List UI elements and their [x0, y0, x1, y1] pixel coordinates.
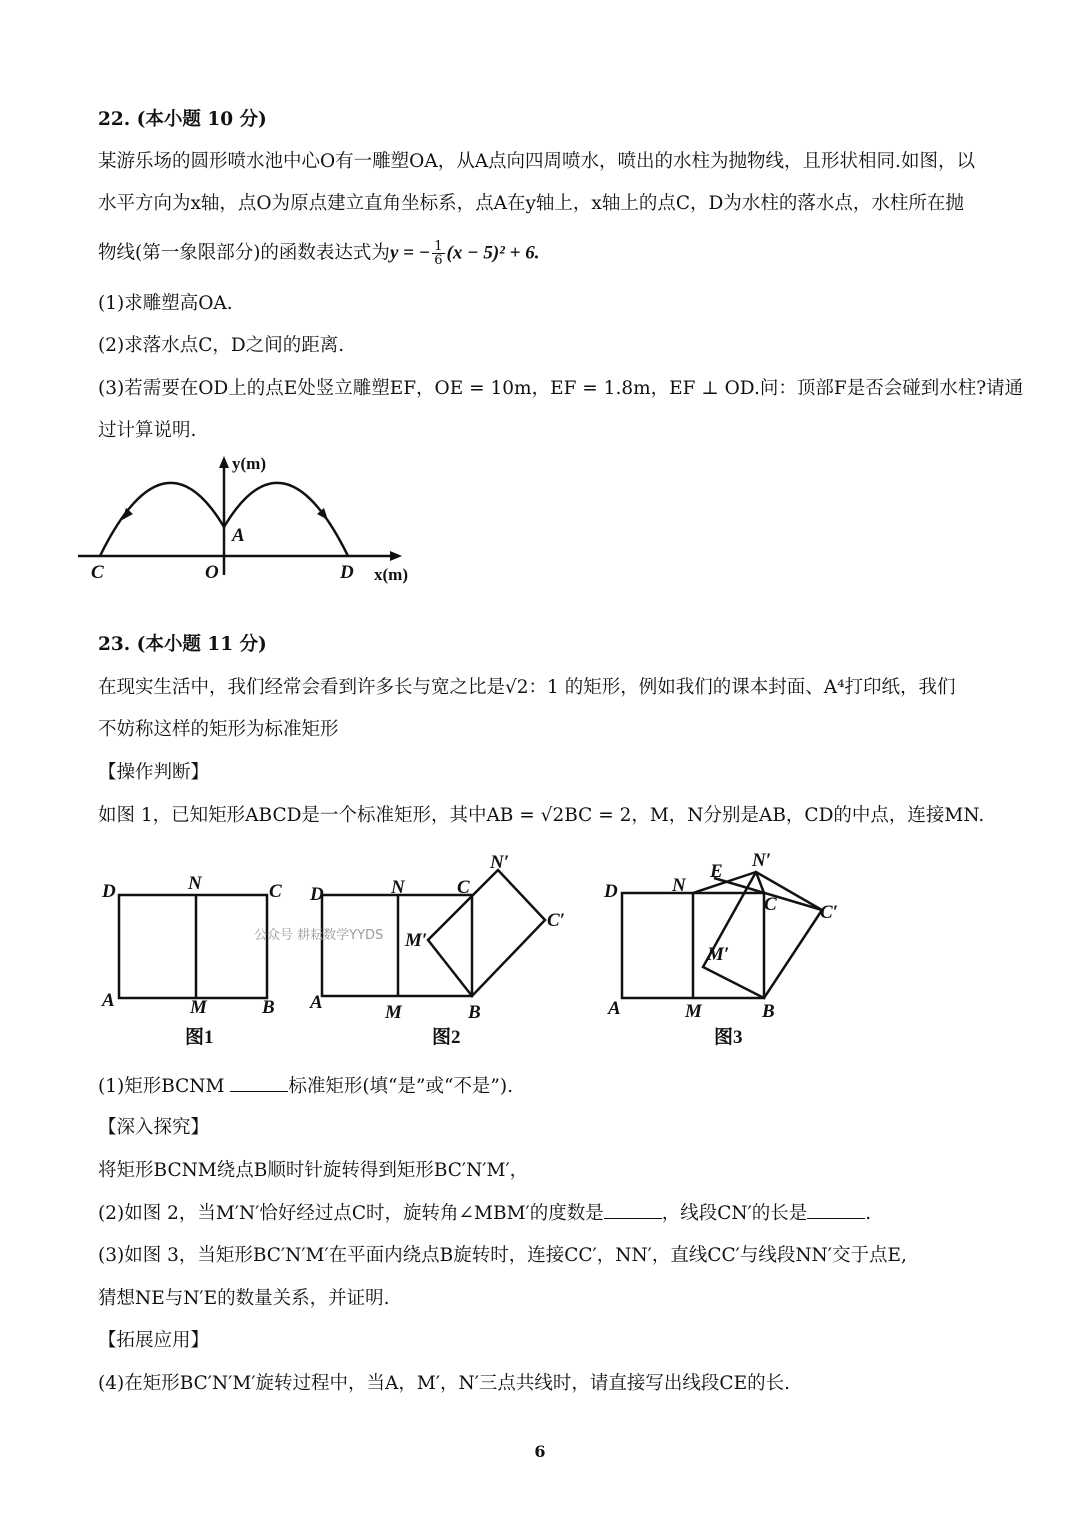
fig1-label-N: N [188, 873, 202, 894]
q23-part3-line2: 猜想NE与N′E的数量关系，并证明. [98, 1288, 390, 1309]
q23-part2 [98, 1200, 871, 1227]
fig1-rectangle-ABCD [119, 895, 267, 998]
x-axis-label: x(m) [374, 565, 408, 584]
fig1-label-B: B [262, 997, 275, 1018]
q23-intro-line2: 不妨称这样的矩形为标准矩形 [98, 719, 339, 740]
q22-fountain-figure [70, 448, 420, 588]
q22-part2: (2)求落水点C，D之间的距离. [98, 335, 345, 356]
q22-formula-numerator: 1 [434, 239, 443, 254]
x-axis-arrow-icon [390, 551, 402, 561]
fig2-label-C: C [457, 877, 470, 898]
watermark: 公众号 耕耘数学YYDS [254, 928, 384, 943]
q23-header: 23. (本小题 11 分) [98, 634, 267, 655]
q22-stem-line1: 某游乐场的圆形喷水池中心O有一雕塑OA，从A点向四周喷水，喷出的水柱为抛物线，且形状相同.如图，以 [98, 151, 975, 172]
q23-intro-line1: 在现实生活中，我们经常会看到许多长与宽之比是√2：1 的矩形，例如我们的课本封面、A⁴打印纸，我们 [98, 677, 956, 698]
fig2-label-N: N [391, 877, 405, 898]
q23-part2-blank-angle [604, 1200, 662, 1219]
q22-stem-line3-text: 物线(第一象限部分)的函数表达式为 [98, 242, 390, 264]
q23-part4: (4)在矩形BC′N′M′旋转过程中，当A，M′，N′三点共线时，请直接写出线段CE的长. [98, 1373, 790, 1394]
fig2-label-Nprime: N′ [490, 852, 510, 873]
q22-part1: (1)求雕塑高OA. [98, 293, 233, 314]
q23-part2-pre: (2)如图 2，当M′N′恰好经过点C时，旋转角∠MBM′的度数是 [98, 1203, 604, 1224]
fig3-label-C: C [764, 894, 777, 915]
fig3-label-D: D [604, 881, 618, 902]
q23-rotate-text: 将矩形BCNM绕点B顺时针旋转得到矩形BC′N′M′， [98, 1160, 529, 1181]
q23-part1 [98, 1073, 513, 1100]
fig3-label-A: A [608, 998, 621, 1019]
q22-formula-rhs: (x − 5)² + 6. [446, 242, 540, 264]
fig3-label-Mprime: M′ [707, 944, 730, 965]
fig2-label-D: D [310, 884, 324, 905]
fig3-label-E: E [710, 861, 723, 882]
y-axis-arrow-icon [219, 456, 229, 468]
fig3-label-M: M [685, 1001, 702, 1022]
fig1-caption: 图1 [185, 1027, 214, 1048]
q23-part2-blank-length [807, 1200, 865, 1219]
q22-formula-lhs: y = − [389, 242, 431, 264]
q23-part1-pre: (1)矩形BCNM [98, 1076, 225, 1097]
y-axis-label: y(m) [232, 454, 266, 473]
label-D: D [340, 562, 354, 583]
fig2-rotated-rectangle [428, 870, 545, 996]
label-O: O [205, 562, 219, 583]
fig2-label-B: B [468, 1002, 481, 1023]
q23-section-application: 【拓展应用】 [98, 1330, 210, 1351]
q22-header: 22. (本小题 10 分) [98, 109, 267, 130]
label-A: A [232, 525, 245, 546]
fig3-label-Cprime: C′ [820, 902, 839, 923]
fig3-label-B: B [762, 1001, 775, 1022]
q23-part2-mid: ，线段CN′的长是 [661, 1203, 808, 1224]
q22-formula-fraction [432, 240, 444, 267]
q22-formula-denominator: 6 [434, 253, 443, 268]
fig2-label-A: A [310, 992, 323, 1013]
q23-part1-post: 标准矩形(填“是”或“不是”). [288, 1076, 513, 1097]
q22-stem-line2: 水平方向为x轴，点O为原点建立直角坐标系，点A在y轴上，x轴上的点C，D为水柱的落水点，水柱所在抛 [98, 193, 964, 214]
fig3-label-Nprime: N′ [752, 850, 772, 871]
fig1-label-A: A [102, 990, 115, 1011]
fig2-label-M: M [385, 1002, 402, 1023]
q23-section-explore: 【深入探究】 [98, 1117, 210, 1138]
fig1-label-D: D [102, 881, 116, 902]
q23-part1-blank [230, 1073, 288, 1092]
q22-part3-line1: (3)若需要在OD上的点E处竖立雕塑EF，OE = 10m，EF = 1.8m，EF ⊥ OD.问：顶部F是否会碰到水柱?请通 [98, 378, 1024, 399]
fig1-label-C: C [269, 881, 282, 902]
q22-part3-line2: 过计算说明. [98, 420, 197, 441]
fig1-label-M: M [190, 997, 207, 1018]
fig3-label-N: N [672, 875, 686, 896]
q23-figure1-text: 如图 1，已知矩形ABCD是一个标准矩形，其中AB = √2BC = 2，M，N分别是AB，CD的中点，连接MN. [98, 805, 985, 826]
q23-part2-end: . [865, 1203, 872, 1224]
q23-section-operation: 【操作判断】 [98, 762, 210, 783]
fig2-label-Mprime: M′ [405, 930, 428, 951]
fig2-caption: 图2 [432, 1027, 461, 1048]
fig3-caption: 图3 [714, 1027, 743, 1048]
q23-figures [95, 848, 855, 1058]
q22-stem-line3 [98, 240, 539, 267]
page-number: 6 [534, 1442, 546, 1461]
left-water-parabola [100, 483, 224, 556]
label-C: C [91, 562, 104, 583]
q23-part3-line1: (3)如图 3，当矩形BC′N′M′在平面内绕点B旋转时，连接CC′，NN′，直线CC′与线段NN′交于点E, [98, 1245, 907, 1266]
fig2-label-Cprime: C′ [547, 910, 566, 931]
